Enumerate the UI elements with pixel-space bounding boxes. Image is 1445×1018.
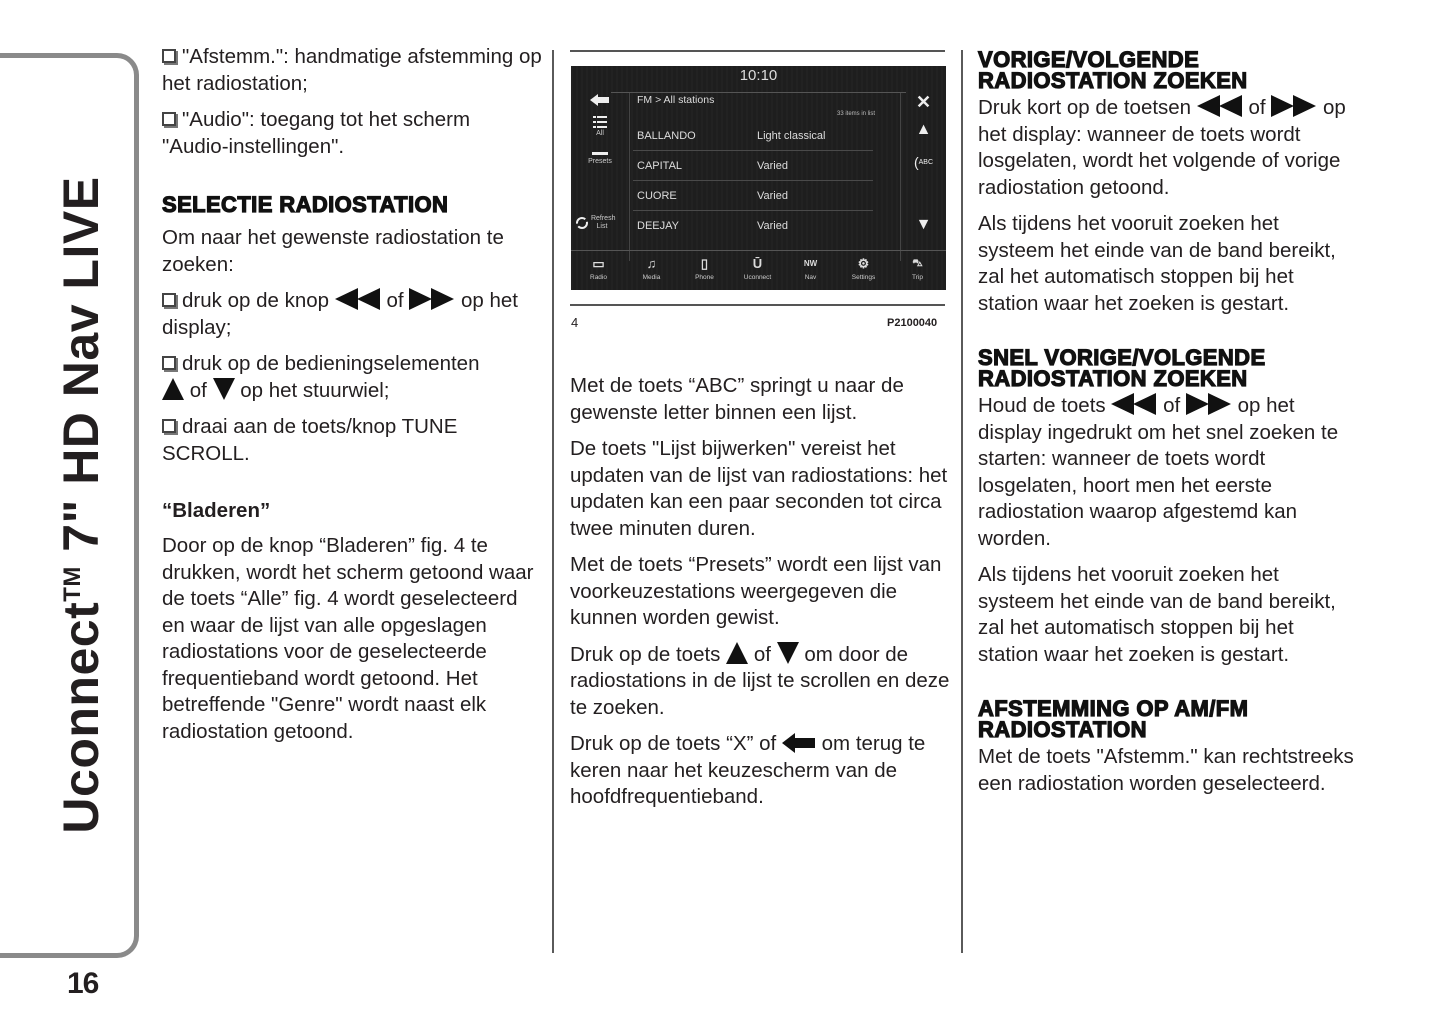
phone-icon: ▯ <box>700 256 709 271</box>
section-am-fm-tuning <box>978 698 1358 797</box>
paragraph: Met de toets “Presets” wordt een lijst van voorkeuzestations weergegeven die kunnen worden gewist. <box>570 553 942 629</box>
close-button[interactable] <box>901 92 946 113</box>
rewind-icon <box>335 288 381 310</box>
all-button[interactable] <box>571 116 629 137</box>
tab-phone[interactable] <box>678 256 731 281</box>
bullet-item <box>162 414 542 467</box>
tab-media[interactable] <box>625 256 678 281</box>
section-fast-prev-next <box>978 347 1358 668</box>
column-2 <box>570 373 950 821</box>
bullet-box-icon <box>162 293 176 307</box>
radio-icon: ▭ <box>592 256 605 271</box>
scroll-down-button[interactable] <box>901 216 946 234</box>
arrow-up-icon: ▲ <box>915 121 932 138</box>
all-label: All <box>596 130 604 137</box>
tab-label: Settings <box>851 274 876 281</box>
paragraph: Met de toets "Afstemm." kan rechtstreeks een radiostation worden geselecteerd. <box>978 745 1354 795</box>
abc-bracket-icon: ( <box>913 154 919 170</box>
paragraph <box>978 95 1358 201</box>
bullet-text: draai aan de toets/knop TUNE SCROLL. <box>162 415 458 465</box>
column-3 <box>978 49 1358 827</box>
compass-icon: NW <box>803 259 818 268</box>
text: Druk op de toets “X” of <box>570 732 777 755</box>
tab-settings[interactable] <box>837 256 890 281</box>
breadcrumb: FM > All stations <box>637 94 715 106</box>
station-name: BALLANDO <box>637 130 696 142</box>
station-genre: Varied <box>757 220 788 232</box>
text: of <box>1163 394 1181 417</box>
refresh-icon <box>575 216 589 230</box>
tab-label: Nav <box>804 274 817 281</box>
bullet-text: of <box>386 289 404 312</box>
text: of <box>1248 96 1266 119</box>
back-arrow-icon <box>782 733 816 753</box>
tab-trip[interactable] <box>891 256 944 281</box>
tab-uconnect[interactable] <box>731 256 784 281</box>
car-icon: ⛍ <box>912 258 923 269</box>
abc-button[interactable] <box>901 154 946 170</box>
presets-button[interactable] <box>571 152 629 165</box>
column-divider <box>961 50 963 953</box>
section-prev-next <box>978 49 1358 317</box>
station-row[interactable] <box>633 181 873 211</box>
arrow-down-icon: ▼ <box>915 216 932 233</box>
bullet-box-icon <box>162 49 176 63</box>
bullet-text: druk op de knop <box>182 289 330 312</box>
bullet-text: "Afstemm.": handmatige afstemming op het radiostation; <box>162 45 542 95</box>
bottom-nav-bar <box>571 250 946 290</box>
tab-label: Trip <box>912 274 923 281</box>
station-name: CAPITAL <box>637 160 683 172</box>
media-icon: ♫ <box>646 256 657 271</box>
text: op het display: wanneer de toets wordt losgelaten, wordt het volgende of vorige radiostation getoond. <box>978 96 1346 199</box>
bullet-text: op het display; <box>162 289 518 339</box>
text: Houd de toets <box>978 394 1106 417</box>
tab-label: Phone <box>695 274 714 281</box>
presets-label: Presets <box>588 158 612 165</box>
items-count: 33 items in list <box>837 111 876 117</box>
bullet-text: druk op de bedieningselementen <box>182 352 480 375</box>
text: om terug te keren naar het keuzescherm van de hoofdfrequentieband. <box>570 732 926 808</box>
bullet-box-icon <box>162 356 176 370</box>
paragraph: Als tijdens het vooruit zoeken het systeem het einde van de band bereikt, zal het automatisch stoppen bij het station waar het zoeken is gestart. <box>978 563 1336 666</box>
presets-icon <box>592 152 608 155</box>
chapter-title-rest: 7" HD Nav LIVE <box>53 176 109 567</box>
paragraph <box>570 642 950 722</box>
rewind-icon <box>1111 393 1157 415</box>
paragraph <box>570 731 950 811</box>
tab-radio[interactable] <box>572 256 625 281</box>
figure-number: 4 <box>571 315 579 330</box>
bullet-text: "Audio": toegang tot het scherm "Audio-instellingen". <box>162 108 471 158</box>
paragraph: Als tijdens het vooruit zoeken het systeem het einde van de band bereikt, zal het automatisch stoppen bij het station waar het zoeken is gestart. <box>978 212 1336 315</box>
trademark: TM <box>59 566 86 602</box>
fast-forward-icon <box>1186 393 1232 415</box>
figure-rule-top <box>570 50 945 52</box>
bullet-item <box>162 351 542 404</box>
close-icon: ✕ <box>915 92 932 112</box>
back-arrow-icon <box>590 94 610 106</box>
fast-forward-icon <box>1271 95 1317 117</box>
station-genre: Varied <box>757 190 788 202</box>
text: Druk op de toets <box>570 642 721 666</box>
bullet-box-icon <box>162 419 176 433</box>
arrow-down-icon <box>777 642 799 664</box>
bullet-text: of <box>189 378 207 402</box>
figure-rule-bottom <box>570 304 945 306</box>
text: of <box>753 642 771 666</box>
tab-label: Radio <box>590 274 607 281</box>
bullet-text: op het stuurwiel; <box>240 378 390 402</box>
bullet-item <box>162 288 542 341</box>
paragraph: Door op de knop “Bladeren” fig. 4 te drukken, wordt het scherm getoond waar de toets “Alle” fig. 4 wordt geselecteerd en waar de lijst van alle opgeslagen radiostations voor de geselecteerde frequentieband wordt getoond. Het betreffende "Genre" wordt naast elk radiostation getoond. <box>162 534 534 743</box>
refresh-list-button[interactable] <box>571 215 629 231</box>
bullet-item <box>162 44 542 97</box>
page-number: 16 <box>67 967 99 1000</box>
station-row[interactable] <box>633 121 873 151</box>
text: op het display ingedrukt om het snel zoeken te starten: wanneer de toets wordt losgelaten, hoort men het eerste radiostation waarop afgestemd kan worden. <box>978 394 1339 550</box>
rewind-icon <box>1197 95 1243 117</box>
arrow-up-icon <box>726 642 748 664</box>
list-icon <box>593 116 607 128</box>
paragraph: Met de toets “ABC” springt u naar de gewenste letter binnen een lijst. <box>570 374 904 424</box>
station-row[interactable] <box>633 211 873 241</box>
text: om door de radiostations in de lijst te scrollen en deze te zoeken. <box>570 642 950 719</box>
fast-forward-icon <box>409 288 455 310</box>
station-name: CUORE <box>637 190 677 202</box>
arrow-down-icon <box>213 378 235 400</box>
tab-nav[interactable] <box>784 256 837 281</box>
chapter-title-main: Uconnect <box>53 601 109 834</box>
tab-label: Media <box>642 274 661 281</box>
paragraph <box>978 393 1358 552</box>
section-heading: VORIGE/VOLGENDE RADIOSTATION ZOEKEN <box>978 47 1248 93</box>
bullet-item <box>162 107 542 160</box>
abc-icon: ABC <box>918 158 934 166</box>
column-divider <box>552 50 554 953</box>
tab-label: Uconnect <box>743 274 772 281</box>
uconnect-icon: Ū <box>752 256 763 271</box>
arrow-up-icon <box>162 378 184 400</box>
station-name: DEEJAY <box>637 220 679 232</box>
refresh-label: Refresh List <box>590 215 616 230</box>
gear-icon: ⚙ <box>857 256 870 271</box>
back-button[interactable] <box>571 94 629 108</box>
subheading: “Bladeren” <box>162 499 271 522</box>
station-genre: Light classical <box>757 130 826 142</box>
section-heading: SELECTIE RADIOSTATION <box>162 192 449 217</box>
section-heading: AFSTEMMING OP AM/FM RADIOSTATION <box>978 696 1249 742</box>
figure-code: P2100040 <box>887 317 938 329</box>
station-row[interactable] <box>633 151 873 181</box>
bullet-box-icon <box>162 112 176 126</box>
radio-screen-figure <box>571 66 946 290</box>
paragraph: De toets "Lijst bijwerken" vereist het updaten van de lijst van radiostations: het updaten kan een paar seconden tot circa twee minuten duren. <box>570 437 948 540</box>
column-1 <box>162 44 542 755</box>
paragraph: Om naar het gewenste radiostation te zoeken: <box>162 226 504 276</box>
section-heading: SNEL VORIGE/VOLGENDE RADIOSTATION ZOEKEN <box>978 345 1266 391</box>
station-genre: Varied <box>757 160 788 172</box>
chapter-title <box>52 176 110 833</box>
text: Druk kort op de toetsen <box>978 96 1192 119</box>
scroll-up-button[interactable] <box>901 121 946 139</box>
clock: 10:10 <box>739 67 778 84</box>
